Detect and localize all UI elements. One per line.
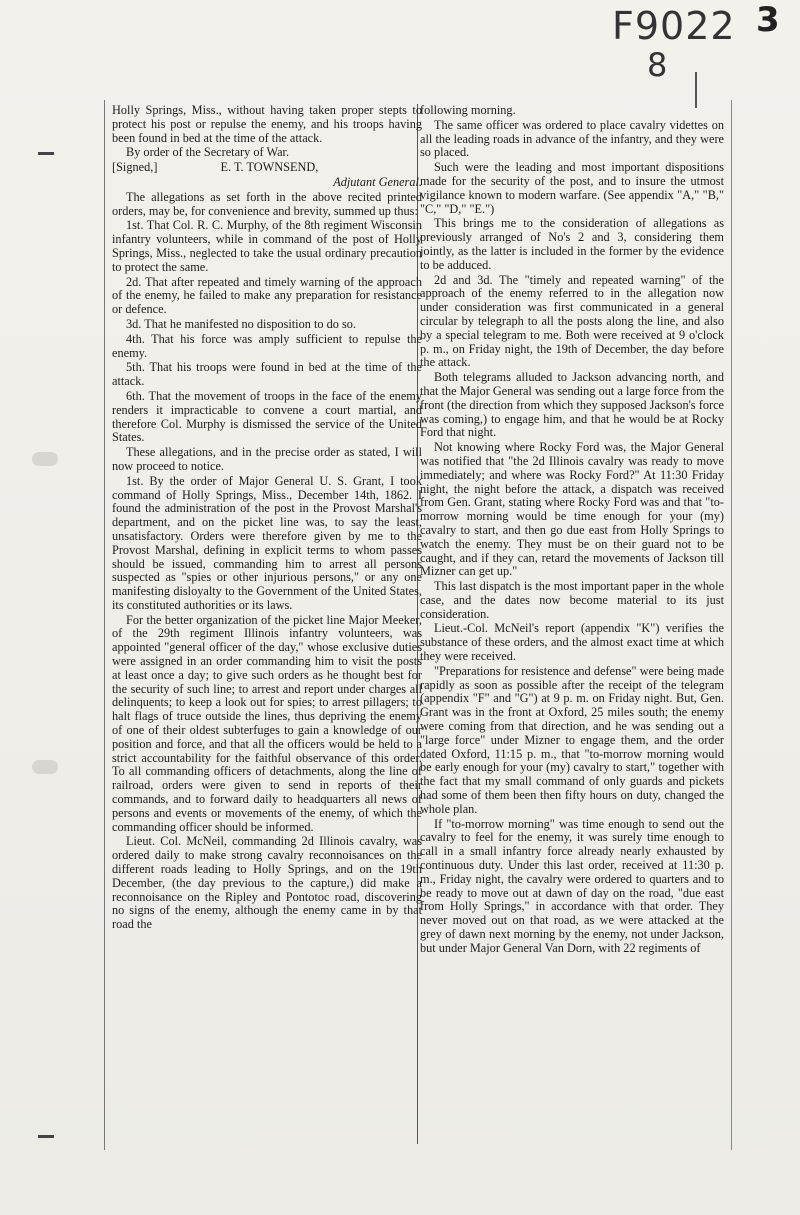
left-text-column: [112, 104, 422, 933]
margin-mark: [38, 152, 54, 155]
paragraph: The same officer was ordered to place cavalry videttes on all the leading roads in advance of the infantry, and they were so placed.: [420, 117, 724, 160]
paragraph: 2d. That after repeated and timely warning of the approach of the enemy, he failed to make any preparation for resistance or defence.: [112, 274, 422, 317]
column-frame-right: [731, 100, 732, 1150]
paragraph: Not knowing where Rocky Ford was, the Major General was notified that "the 2d Illinois cavalry was ready to move immediately; and where was Rocky Ford?" At 11:30 Friday night, the night before the attack, a dispatch was received from Gen. Grant, stating where Rocky Ford was and that "to-morrow morning would be time enough for your (my) cavalry to start, and then go due east from Holly Springs to watch the enemy. They must be on their guard not to be caught, and if they can, retard the movements of Jackson till Mizner can get up.": [420, 440, 724, 579]
paragraph: This brings me to the consideration of allegations as previously arranged of No's 2 and 3, considering them jointly, as the latter is included in the former by the evidence to be adduced.: [420, 216, 724, 272]
paragraph: These allegations, and in the precise order as stated, I will now proceed to notice.: [112, 445, 422, 473]
signed-label: [Signed,]: [112, 160, 158, 175]
margin-mark: [38, 1135, 54, 1138]
paragraph: 2d and 3d. The "timely and repeated warning" of the approach of the enemy referred to in the allegation now under consideration was first communicated in a general circular by telegraph to all the posts along the line, and also by a special telegram to me. Both were received at 9 o'clock p. m., on Friday night, the 19th of December, the day before the attack.: [420, 272, 724, 370]
pencil-tick-mark: [695, 72, 697, 108]
paragraph: "Preparations for resistence and defense" were being made rapidly as soon as possible after the receipt of the telegram (appendix "F" and "G") at 9 p. m. on Friday night. But, Gen. Grant was in the front at Oxford, 25 miles south; the enemy were coming from that direction, and he was sending out a "large force" under Mizner to engage them, and the order dated Oxford, 11:15 p. m., that "to-morrow morning would be early enough for your (my) cavalry to start," together with the fact that my small command of only guards and pickets had some of them been then fifty hours on duty, changed the whole plan.: [420, 663, 724, 816]
handwritten-number: 8: [647, 46, 668, 84]
paragraph: The allegations as set forth in the above recited printed orders, may be, for convenience and brevity, summed up thus:: [112, 189, 422, 218]
right-text-column: [420, 104, 724, 957]
paragraph: Lieut.-Col. McNeil's report (appendix "K") verifies the substance of these orders, and the almost exact time at which they were received.: [420, 621, 724, 664]
paragraph: 1st. By the order of Major General U. S. Grant, I took command of Holly Springs, Miss., December 14th, 1862. I found the administration of the post in the Provost Marshal's department, and on the picket line was, to say the least, unsatisfactory. Orders were therefore given by me to the Provost Marshal, defining in explicit terms to whom passes should be issued, commanding him to arrest all persons suspected as "spies or other injurious persons," or any one manifesting disloyalty to the Government of the United States, its constituted authorities or its laws.: [112, 473, 422, 612]
paragraph: 1st. That Col. R. C. Murphy, of the 8th regiment Wisconsin infantry volunteers, while in command of the post of Holly Springs, Miss., neglected to take the usual ordinary precaution to protect the same.: [112, 218, 422, 274]
paragraph: Holly Springs, Miss., without having taken proper stepts to protect his post or repulse the enemy, and his troops having been found in bed at the time of the attack.: [112, 103, 422, 145]
column-frame-left: [104, 100, 105, 1150]
paragraph: If "to-morrow morning" was time enough to send out the cavalry to feel for the enemy, it was surely time enough to call in a small infantry force already nearly exhausted by continuous duty. Under this last order, received at 11:30 p. m., Friday night, the cavalry were ordered to quarters and to be ready to move out at dawn of day on the road, "due east from Holly Springs," in accordance with that order. They never moved out on that road, as we were attacked at the grey of dawn next morning by the enemy, not under Jackson, but under Major General Van Dorn, with 22 regiments of: [420, 816, 724, 955]
signature-line: [112, 161, 422, 175]
binding-hole-mark: [32, 452, 58, 466]
paragraph: By order of the Secretary of War.: [126, 145, 290, 160]
paragraph: 4th. That his force was amply sufficient to repulse the enemy.: [112, 331, 422, 360]
signer-name: E. T. TOWNSEND,: [220, 160, 319, 175]
paragraph: 6th. That the movement of troops in the face of the enemy renders it impracticable to convene a court martial, and therefore Col. Murphy is dismissed the service of the United States.: [112, 388, 422, 445]
paragraph: Both telegrams alluded to Jackson advancing north, and that the Major General was sending out a large force from the front (the direction from which they supposed Jackson's force was coming,) to engage him, and that he would be at Rocky Ford that night.: [420, 370, 724, 440]
paragraph: This last dispatch is the most important paper in the whole case, and the dates now become material to its just consideration.: [420, 579, 724, 621]
paragraph: 5th. That his troops were found in bed at the time of the attack.: [112, 360, 422, 389]
paragraph: following morning.: [420, 103, 516, 117]
handwritten-code: F9022: [612, 4, 736, 48]
paragraph: For the better organization of the picket line Major Meeker, of the 29th regiment Illinois infantry volunteers, was appointed "general officer of the day," whose exclusive duties were assigned in an order commanding him to visit the posts at least once a day; to give such orders as he thought best for the security of such line; to arrest and report under charges all delinquents; to keep a look out for spies; to arrest pillagers; to halt flags of truce outside the lines, thus depriving the enemy of one of their oldest subterfuges to gain a knowledge of our position and force, and that all the officers would be held to a strict accountability for the faithful observance of this order. To all commanding officers of detachments, along the line of railroad, orders were given to send in reports of their commands, and to forward daily to headquarters all news of persons and events or movements of the enemy, of which the commanding officer should be informed.: [112, 612, 422, 834]
paragraph: Such were the leading and most important dispositions made for the security of the post, and to insure the utmost vigilance known to modern warfare. (See appendix "A," "B," "C," "D," "E."): [420, 160, 724, 216]
page-number: 3: [756, 0, 780, 40]
paragraph: 3d. That he manifested no disposition to do so.: [126, 316, 356, 331]
binding-hole-mark: [32, 760, 58, 774]
signer-title: Adjutant General.: [333, 174, 422, 189]
paragraph: Lieut. Col. McNeil, commanding 2d Illinois cavalry, was ordered daily to make strong cavalry reconnoisances on the different roads leading to Holly Springs, and on the 19th December, (the day previous to the capture,) did make a reconnoisance on the Ripley and Pontotoc road, discovering no signs of the enemy, although the enemy came in by that road the: [112, 834, 422, 932]
